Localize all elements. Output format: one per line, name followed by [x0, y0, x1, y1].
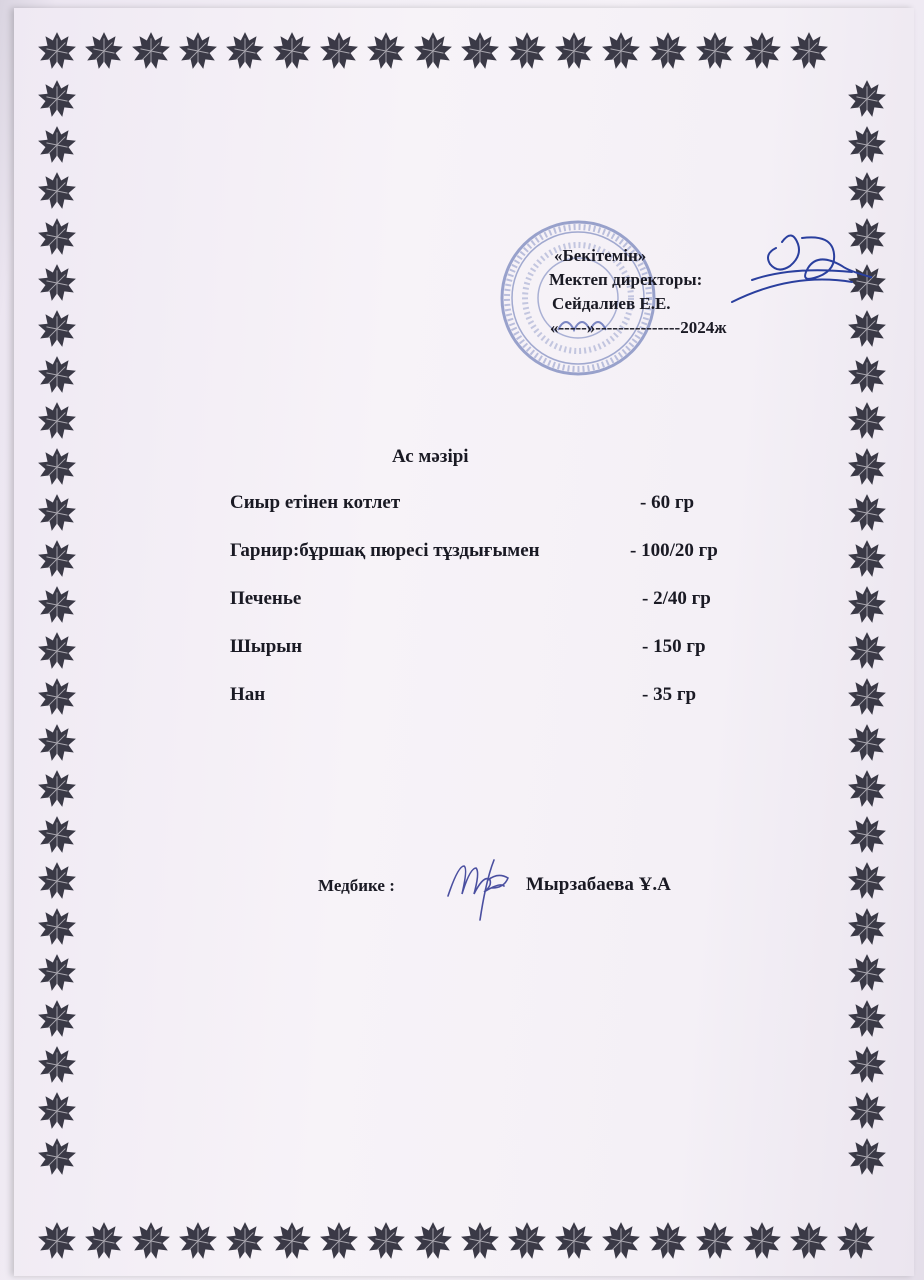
leaf-ornament-icon: [318, 30, 360, 72]
leaf-ornament-icon: [600, 30, 642, 72]
menu-item-name: Сиыр етінен котлет: [230, 492, 401, 513]
menu-title: Ас мәзірі: [392, 446, 469, 467]
leaf-ornament-icon: [846, 1090, 888, 1132]
menu-item-qty: - 150 гр: [642, 636, 706, 657]
leaf-ornament-icon: [846, 78, 888, 120]
leaf-ornament-icon: [846, 906, 888, 948]
menu-item-qty: - 2/40 гр: [642, 588, 711, 609]
leaf-ornament-icon: [506, 30, 548, 72]
leaf-ornament-icon: [846, 492, 888, 534]
leaf-ornament-icon: [36, 124, 78, 166]
leaf-ornament-icon: [459, 1220, 501, 1262]
nurse-name: Мырзабаева Ұ.А: [526, 874, 671, 895]
leaf-ornament-icon: [846, 722, 888, 764]
leaf-ornament-icon: [694, 30, 736, 72]
leaf-ornament-icon: [741, 30, 783, 72]
leaf-ornament-icon: [36, 1136, 78, 1178]
leaf-ornament-icon: [846, 676, 888, 718]
leaf-ornament-icon: [846, 124, 888, 166]
menu-item-qty: - 60 гр: [640, 492, 695, 513]
leaf-ornament-icon: [83, 30, 125, 72]
leaf-ornament-icon: [271, 1220, 313, 1262]
leaf-ornament-icon: [36, 1220, 78, 1262]
leaf-ornament-icon: [36, 354, 78, 396]
leaf-ornament-icon: [224, 30, 266, 72]
leaf-ornament-icon: [36, 492, 78, 534]
leaf-ornament-icon: [36, 308, 78, 350]
leaf-ornament-icon: [36, 216, 78, 258]
leaf-ornament-icon: [36, 998, 78, 1040]
leaf-ornament-icon: [846, 952, 888, 994]
leaf-ornament-icon: [365, 30, 407, 72]
leaf-ornament-icon: [412, 1220, 454, 1262]
leaf-ornament-icon: [130, 30, 172, 72]
leaf-ornament-icon: [846, 1044, 888, 1086]
leaf-ornament-icon: [846, 998, 888, 1040]
leaf-ornament-icon: [600, 1220, 642, 1262]
leaf-ornament-icon: [741, 1220, 783, 1262]
leaf-ornament-icon: [177, 1220, 219, 1262]
leaf-ornament-icon: [36, 78, 78, 120]
leaf-ornament-icon: [506, 1220, 548, 1262]
leaf-ornament-icon: [846, 630, 888, 672]
leaf-ornament-icon: [36, 584, 78, 626]
menu-item-name: Шырын: [230, 636, 303, 657]
leaf-ornament-icon: [36, 768, 78, 810]
leaf-ornament-icon: [694, 1220, 736, 1262]
leaf-ornament-icon: [846, 538, 888, 580]
leaf-ornament-icon: [36, 400, 78, 442]
leaf-ornament-icon: [788, 30, 830, 72]
leaf-ornament-icon: [36, 262, 78, 304]
leaf-ornament-icon: [36, 952, 78, 994]
nurse-label: Медбике :: [318, 876, 395, 895]
leaf-ornament-icon: [846, 400, 888, 442]
leaf-ornament-icon: [130, 1220, 172, 1262]
approval-director-name: Сейдалиев Е.Е.: [552, 294, 671, 313]
leaf-ornament-icon: [36, 630, 78, 672]
leaf-ornament-icon: [459, 30, 501, 72]
leaf-ornament-icon: [553, 1220, 595, 1262]
leaf-ornament-icon: [36, 170, 78, 212]
leaf-ornament-icon: [788, 1220, 830, 1262]
director-signature: [722, 230, 872, 330]
leaf-ornament-icon: [177, 30, 219, 72]
nurse-signature: [440, 850, 540, 922]
leaf-ornament-icon: [647, 30, 689, 72]
leaf-ornament-icon: [36, 30, 78, 72]
menu-item-qty: - 100/20 гр: [630, 540, 718, 561]
leaf-ornament-icon: [412, 30, 454, 72]
leaf-ornament-icon: [846, 584, 888, 626]
leaf-ornament-icon: [846, 446, 888, 488]
leaf-ornament-icon: [846, 354, 888, 396]
approval-title: «Бекітемін»: [554, 246, 647, 265]
leaf-ornament-icon: [846, 768, 888, 810]
leaf-ornament-icon: [846, 814, 888, 856]
menu-item-name: Печенье: [230, 588, 302, 609]
leaf-ornament-icon: [224, 1220, 266, 1262]
leaf-ornament-icon: [846, 1136, 888, 1178]
approval-position: Мектеп директоры:: [549, 270, 703, 289]
leaf-ornament-icon: [318, 1220, 360, 1262]
leaf-ornament-icon: [835, 1220, 877, 1262]
menu-item-qty: - 35 гр: [642, 684, 697, 705]
leaf-ornament-icon: [365, 1220, 407, 1262]
leaf-ornament-icon: [36, 722, 78, 764]
menu-item-name: Нан: [230, 684, 266, 705]
leaf-ornament-icon: [36, 446, 78, 488]
leaf-ornament-icon: [36, 1044, 78, 1086]
leaf-ornament-icon: [846, 170, 888, 212]
leaf-ornament-icon: [36, 1090, 78, 1132]
leaf-ornament-icon: [83, 1220, 125, 1262]
leaf-ornament-icon: [846, 860, 888, 902]
leaf-ornament-icon: [36, 860, 78, 902]
leaf-ornament-icon: [36, 676, 78, 718]
leaf-ornament-icon: [36, 906, 78, 948]
leaf-ornament-icon: [271, 30, 313, 72]
leaf-ornament-icon: [553, 30, 595, 72]
approval-date: «-----»---------------2024ж: [550, 318, 727, 337]
leaf-ornament-icon: [36, 814, 78, 856]
leaf-ornament-icon: [36, 538, 78, 580]
leaf-ornament-icon: [647, 1220, 689, 1262]
document-page: [14, 8, 914, 1276]
menu-item-name: Гарнир:бұршақ пюресі тұздығымен: [230, 540, 540, 561]
